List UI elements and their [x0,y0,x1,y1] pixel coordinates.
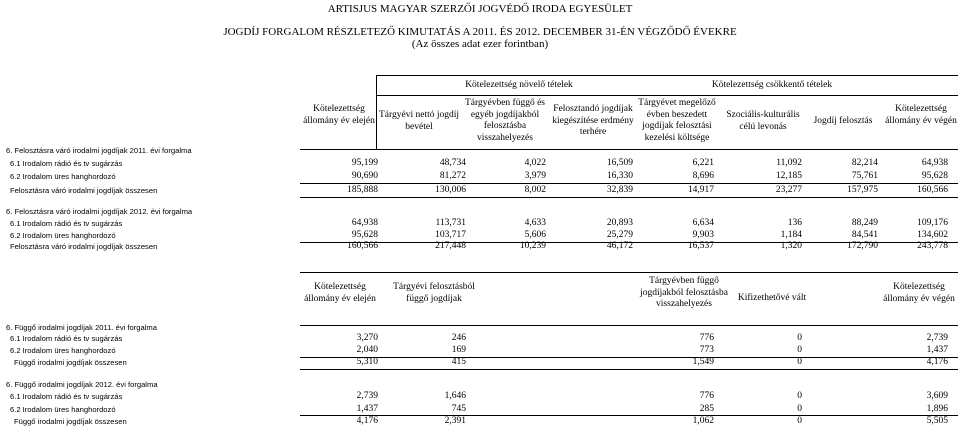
cell-value: 90,690 [351,171,378,181]
total-value: 160,566 [347,241,378,251]
group-decrease-label: Kötelezettség csökkentő tételek [711,80,833,90]
total-rule [300,369,958,370]
total-value: 185,888 [347,185,378,195]
org-title: ARTISJUS MAGYAR SZERZŐI JOGVÉDŐ IRODA EGYESÜLET [327,3,633,15]
cell-value: 1,896 [926,404,948,414]
total-value: 4,176 [356,416,378,426]
total-value: 10,239 [519,241,546,251]
cell-value: 48,734 [439,158,466,168]
column-header: Felosztandó jogdíjak kiegészítése erdmény terhére [552,104,634,137]
cell-value: 4,633 [524,218,546,228]
column-header: Kötelezettség állomány év végén [885,104,957,126]
cell-value: 64,938 [921,158,948,168]
cell-value: 81,272 [439,171,466,181]
column-header: Tárgyévben függő jogdíjakból felosztásba visszahelyezés [640,276,728,309]
row-label: 6.2 Irodalom üres hanghordozó [10,346,116,355]
cell-value: 103,717 [435,230,466,240]
total-value: 1,062 [692,416,714,426]
cell-value: 12,185 [775,171,802,181]
section-title: 6. Felosztásra váró irodalmi jogdíjak 2011. évi forgalma [6,146,192,155]
cell-value: 1,437 [926,345,948,355]
subtotal-rule [300,357,958,358]
cell-value: 95,628 [921,171,948,181]
total-value: 130,006 [435,185,466,195]
cell-value: 11,092 [776,158,802,168]
cell-value: 5,606 [524,230,546,240]
total-value: 46,172 [606,241,633,251]
cell-value: 16,330 [606,171,633,181]
cell-value: 246 [451,333,466,343]
column-header: Tárgyévi nettó jogdíj bevétel [378,110,460,132]
subtotal-rule [300,415,958,416]
cell-value: 95,199 [351,158,378,168]
total-rule [300,197,958,198]
column-header: Tárgyévben függő és egyéb jogdíjakból felosztásba visszahelyezés [464,98,546,143]
subtotal-rule [300,183,958,184]
total-value: 172,790 [847,241,878,251]
column-header: Kifizethetővé vált [737,293,807,303]
cell-value: 6,634 [692,218,714,228]
total-value: 217,448 [435,241,466,251]
column-header: Tárgyévi felosztásból függő jogdíjak [393,282,475,304]
total-value: 23,277 [775,185,802,195]
header-mid-rule [376,95,958,96]
cell-value: 776 [699,333,714,343]
total-label: Függő irodalmi jogdíjak összesen [14,358,127,367]
cell-value: 84,541 [851,230,878,240]
section-title: 6. Függő irodalmi jogdíjak 2012. évi forgalma [6,380,158,389]
cell-value: 2,040 [356,345,378,355]
cell-value: 4,022 [524,158,546,168]
row-label: 6.2 Irodalom üres hanghordozó [10,405,116,414]
column-header: Szociális-kulturális célú levonás [726,110,800,132]
total-value: 1,320 [780,241,802,251]
header2-bottom-rule [300,325,958,326]
cell-value: 3,270 [356,333,378,343]
header-bottom-rule [300,149,958,150]
cell-value: 0 [797,333,802,343]
column-header: Kötelezettség állomány év elején [304,282,376,304]
column-header: Tárgyévet megelőző évben beszedett jogdíjak felosztási kezelési költsége [638,98,716,143]
total-value: 0 [797,357,802,367]
header2-top-rule [300,272,958,273]
section-title: 6. Felosztásra váró irodalmi jogdíjak 2012. évi forgalma [6,207,193,216]
row-label: 6.1 Irodalom rádió és tv sugárzás [10,219,123,228]
total-value: 4,176 [926,357,948,367]
cell-value: 0 [797,391,802,401]
row-label: 6.1 Irodalom rádió és tv sugárzás [10,159,123,168]
column-header: Jogdíj felosztás [813,116,873,126]
report-subtitle: (Az összes adat ezer forintban) [411,38,549,50]
cell-value: 25,279 [606,230,633,240]
cell-value: 745 [451,404,466,414]
cell-value: 1,646 [444,391,466,401]
cell-value: 136 [787,218,802,228]
cell-value: 776 [699,391,714,401]
header-top-rule [376,75,958,76]
total-value: 415 [451,357,466,367]
total-value: 2,391 [444,416,466,426]
report-title: JOGDÍJ FORGALOM RÉSZLETEZŐ KIMUTATÁS A 2011. ÉS 2012. DECEMBER 31-ÉN VÉGZŐDŐ ÉVEKRE [223,26,737,38]
total-label: Felosztásra váró irodalmi jogdíjak összesen [10,186,158,195]
cell-value: 20,893 [606,218,633,228]
total-label: Felosztásra váró irodalmi jogdíjak összesen [10,242,158,251]
cell-value: 113,731 [435,218,466,228]
total-value: 5,505 [926,416,948,426]
cell-value: 8,696 [692,171,714,181]
cell-value: 88,249 [851,218,878,228]
cell-value: 6,221 [692,158,714,168]
cell-value: 3,609 [926,391,948,401]
row-label: 6.1 Irodalom rádió és tv sugárzás [10,334,123,343]
cell-value: 0 [797,404,802,414]
cell-value: 82,214 [851,158,878,168]
cell-value: 773 [699,345,714,355]
cell-value: 109,176 [917,218,948,228]
total-value: 0 [797,416,802,426]
row-label: 6.1 Irodalom rádió és tv sugárzás [10,392,123,401]
cell-value: 95,628 [351,230,378,240]
cell-value: 75,761 [851,171,878,181]
cell-value: 169 [451,345,466,355]
total-value: 8,002 [524,185,546,195]
cell-value: 2,739 [926,333,948,343]
cell-value: 134,602 [917,230,948,240]
cell-value: 9,903 [692,230,714,240]
total-value: 5,310 [356,357,378,367]
total-value: 157,975 [847,185,878,195]
cell-value: 3,979 [524,171,546,181]
cell-value: 285 [699,404,714,414]
row-label: 6.2 Irodalom üres hanghordozó [10,172,116,181]
cell-value: 64,938 [351,218,378,228]
cell-value: 2,739 [356,391,378,401]
total-label: Függő irodalmi jogdíjak összesen [14,417,127,426]
cell-value: 16,509 [606,158,633,168]
cell-value: 1,184 [780,230,802,240]
column-header: Kötelezettség állomány év végén [883,282,955,304]
total-value: 14,917 [687,185,714,195]
total-value: 16,537 [687,241,714,251]
total-value: 160,566 [917,185,948,195]
total-value: 32,839 [606,185,633,195]
total-value: 243,778 [917,241,948,251]
row-label: 6.2 Irodalom üres hanghordozó [10,231,116,240]
group-increase-label: Kötelezettség növelő tételek [465,80,573,90]
cell-value: 1,437 [356,404,378,414]
section-title: 6. Függő irodalmi jogdíjak 2011. évi forgalma [6,323,157,332]
total-value: 1,549 [692,357,714,367]
cell-value: 0 [797,345,802,355]
column-header: Kötelezettség állomány év elején [303,104,375,126]
